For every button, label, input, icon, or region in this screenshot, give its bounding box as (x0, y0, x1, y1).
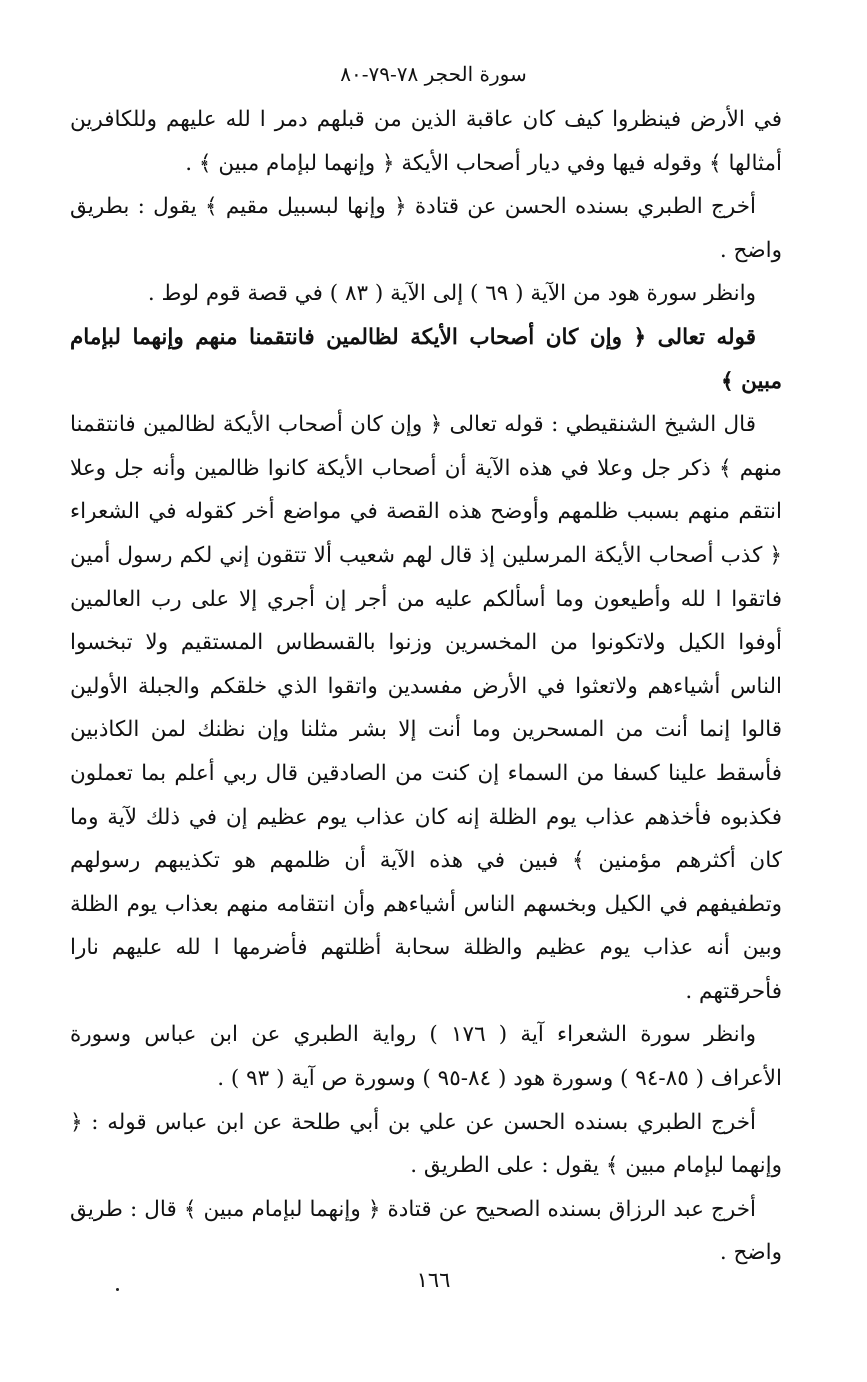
cross-reference-hud: وانظر سورة هود من الآية ( ٦٩ ) إلى الآية ( ٨٣ ) في قصة قوم لوط . (147, 281, 756, 307)
verse-heading: قوله تعالى ﴿ وإن كان أصحاب الأيكة لظالمين فانتقمنا منهم وإنهما لبإمام مبين ﴾ (70, 324, 782, 394)
abdulrazzaq-paragraph: أخرج عبد الرزاق بسنده الصحيح عن قتادة ﴿ وإنهما لبإمام مبين ﴾ قال : طريق واضح . (70, 1196, 782, 1266)
page-number: ١٦٦ (416, 1268, 451, 1292)
page-body (70, 98, 782, 1275)
tabari-qatada-paragraph: أخرج الطبري بسنده الحسن عن قتادة ﴿ وإنها لبسبيل مقيم ﴾ يقول : بطريق واضح . (70, 194, 782, 263)
continuation-paragraph: في الأرض فينظروا كيف كان عاقبة الذين من قبلهم دمر ا لله عليهم وللكافرين أمثالها ﴾ وقوله فيها وفي ديار أصحاب الأيكة ﴿ وإنهما لبإمام مبين ﴾ . (70, 107, 782, 176)
running-header: سورة الحجر ٧٨-٧٩-٨٠ (340, 62, 527, 86)
scan-speck (116, 1288, 119, 1291)
cross-reference-shuara: وانظر سورة الشعراء آية ( ١٧٦ ) رواية الطبري عن ابن عباس وسورة الأعراف ( ٨٥-٩٤ ) وسورة هود ( ٨٤-٩٥ ) وسورة ص آية ( ٩٣ ) . (70, 1022, 782, 1092)
tabari-ibn-abbas-paragraph: أخرج الطبري بسنده الحسن عن علي بن أبي طلحة عن ابن عباس قوله : ﴿ وإنهما لبإمام مبين ﴾ يقول : على الطريق . (70, 1109, 782, 1179)
shinqiti-commentary: قال الشيخ الشنقيطي : قوله تعالى ﴿ وإن كان أصحاب الأيكة لظالمين فانتقمنا منهم ﴾ ذكر جل وعلا في هذه الآية أن أصحاب الأيكة كانوا ظالمين وأنه جل وعلا انتقم منهم بسبب ظلمهم وأوضح هذه القصة في مواضع أخر كقوله في الشعراء ﴿ كذب أصحاب الأيكة المرسلين إذ قال لهم شعيب ألا تتقون إني لكم رسول أمين فاتقوا ا لله وأطيعون وما أسألكم عليه من أجر إن أجري إلا على رب العالمين أوفوا الكيل ولاتكونوا من المخسرين وزنوا بالقسطاس المستقيم ولا تبخسوا الناس أشياءهم ولاتعثوا في الأرض مفسدين واتقوا الذي خلقكم والجبلة الأولين قالوا إنما أنت من المسحرين وما أنت إلا بشر مثلنا وإن نظنك لمن الكاذبين فأسقط علينا كسفا من السماء إن كنت من الصادقين قال ربي أعلم بما تعملون فكذبوه فأخذهم عذاب يوم الظلة إنه كان عذاب يوم عظيم إن في ذلك لآية وما كان أكثرهم مؤمنين ﴾ فبين في هذه الآية أن ظلمهم هو تكذيبهم رسولهم وتطفيفهم في الكيل وبخسهم الناس أشياءهم وأن انتقامه منهم بعذاب يوم الظلة وبين أنه عذاب يوم عظيم والظلة سحابة أظلتهم فأضرمها ا لله عليهم نارا فأحرقتهم . (70, 412, 782, 1004)
